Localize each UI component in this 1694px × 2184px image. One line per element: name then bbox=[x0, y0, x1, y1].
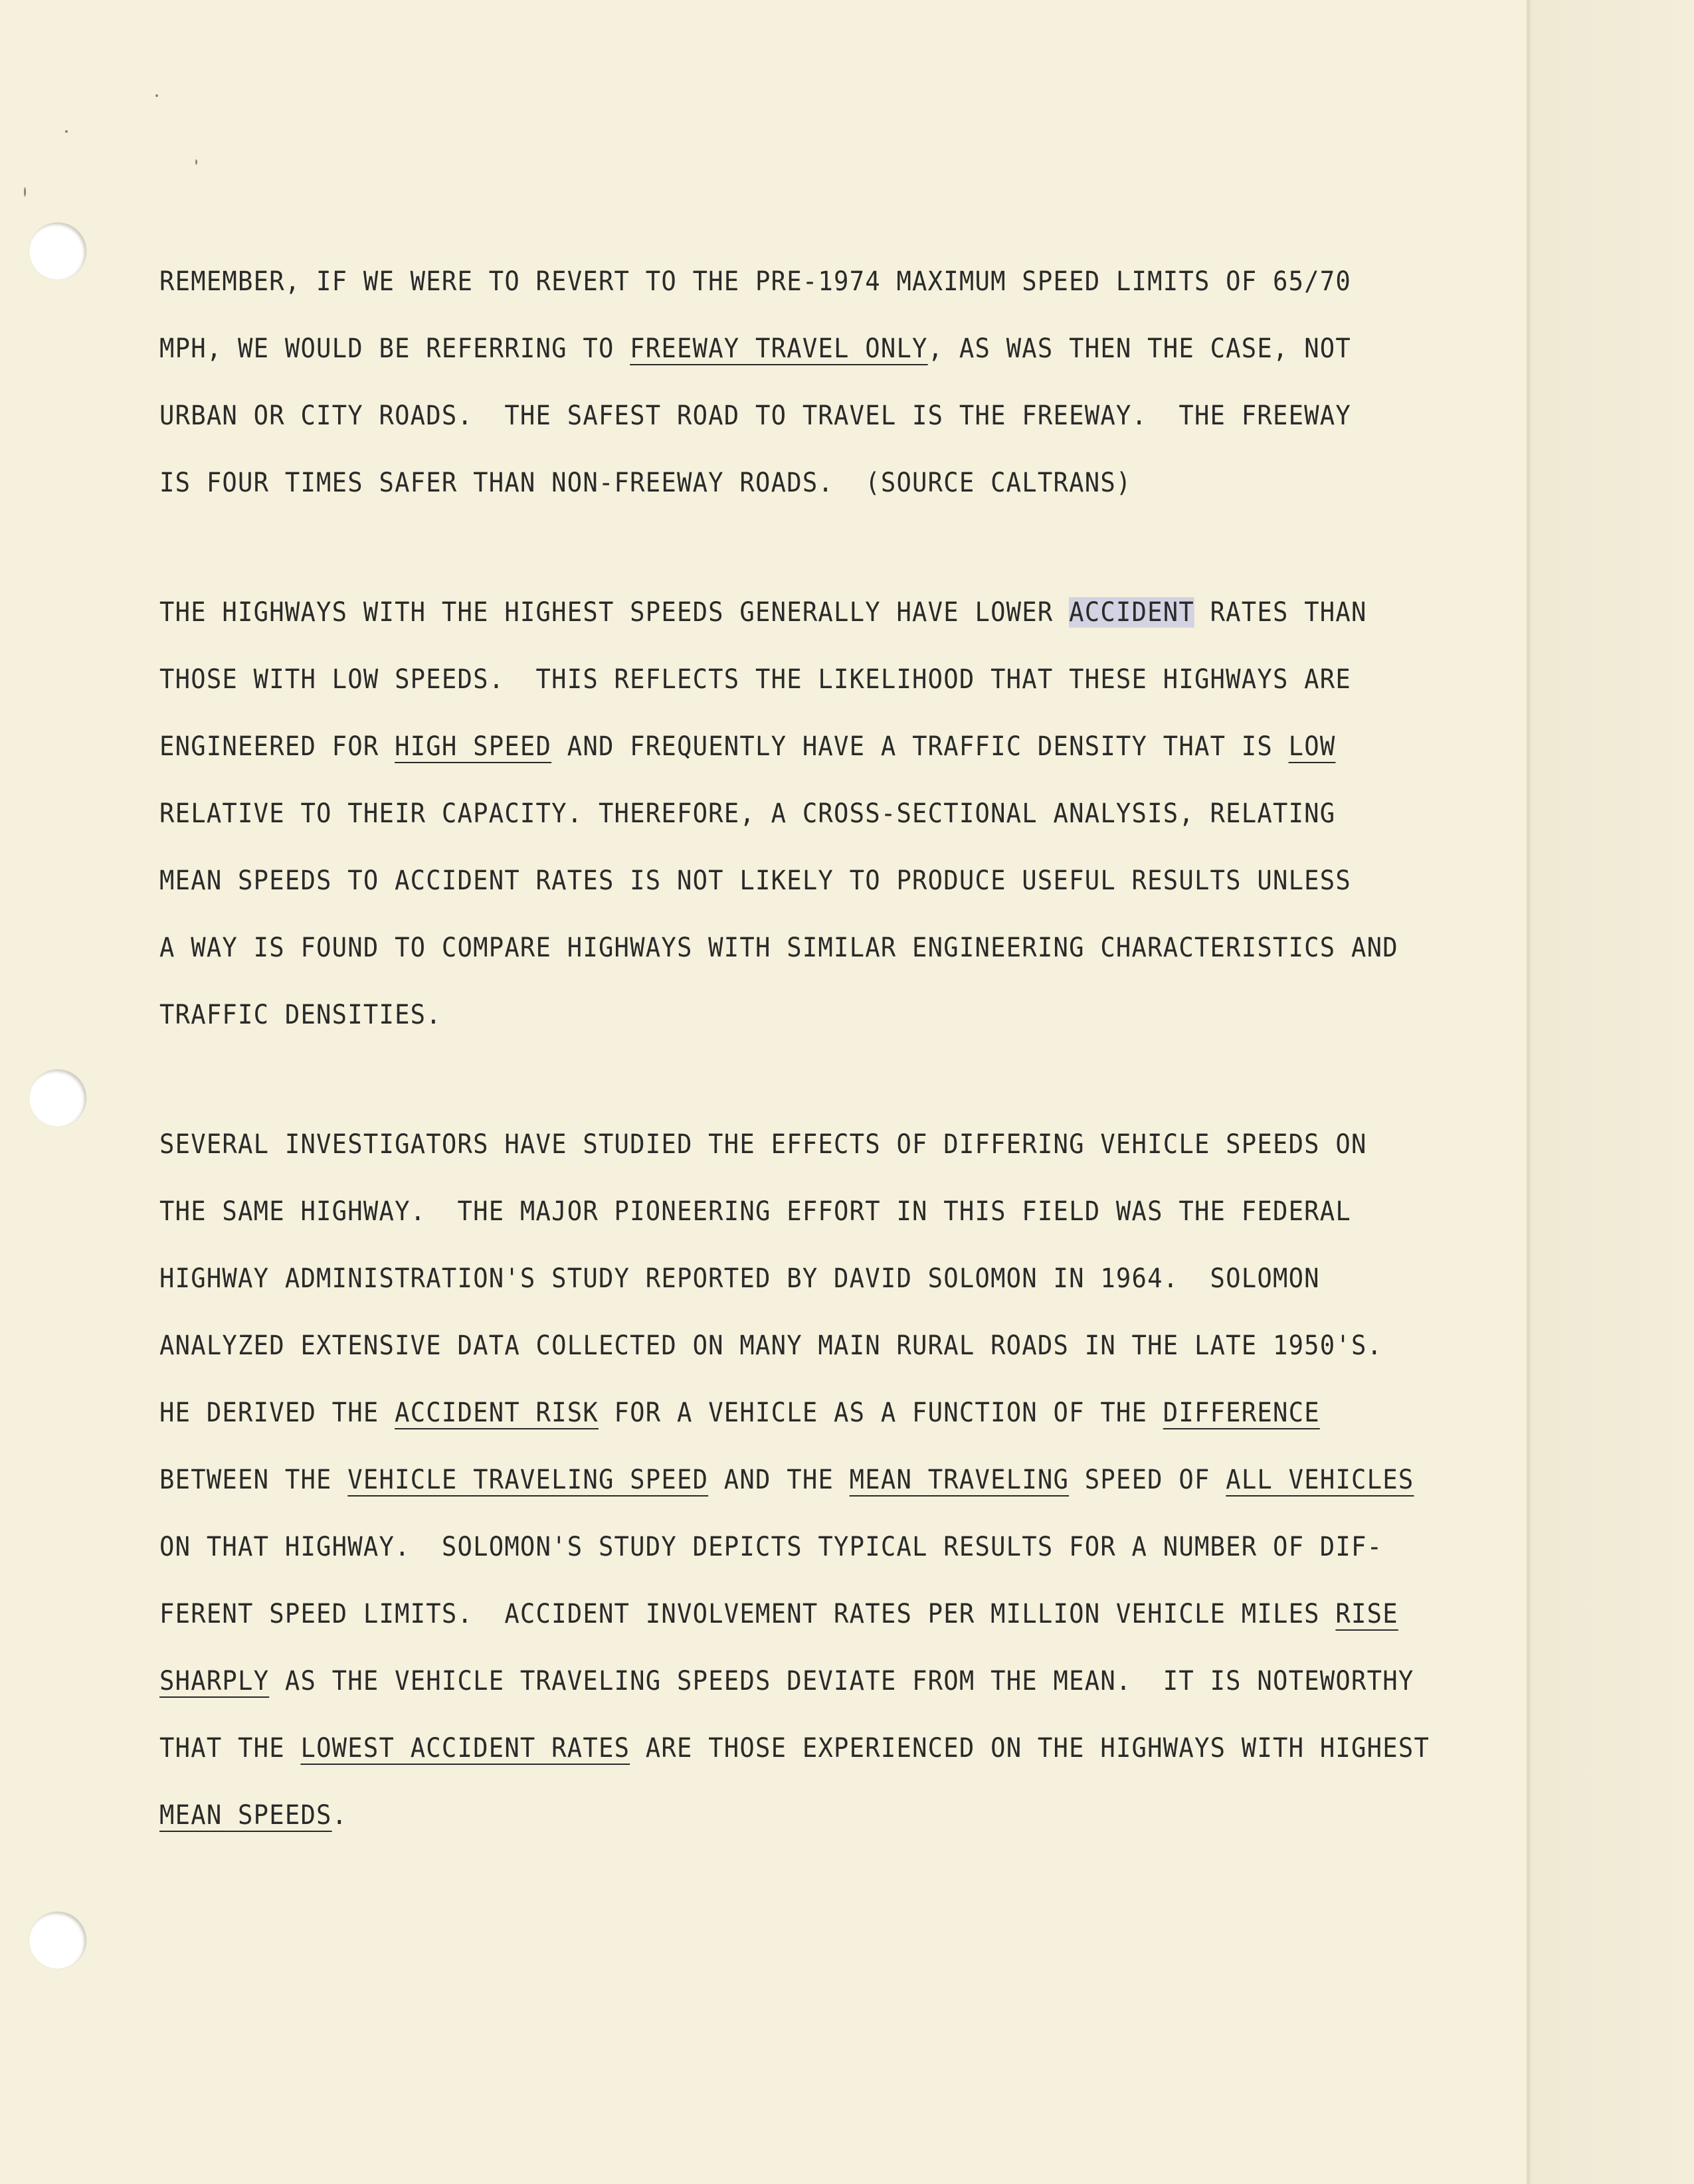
text-segment: THAT THE bbox=[159, 1733, 301, 1764]
text-line bbox=[159, 1715, 1430, 1782]
text-segment: REMEMBER, IF WE WERE TO REVERT TO THE PRE-1974 MAXIMUM SPEED LIMITS OF 65/70 bbox=[159, 266, 1352, 297]
punch-hole bbox=[29, 223, 86, 280]
text-segment: FERENT SPEED LIMITS. ACCIDENT INVOLVEMENT RATES PER MILLION VEHICLE MILES bbox=[159, 1599, 1336, 1629]
text-line bbox=[159, 1648, 1414, 1715]
paragraph-2 bbox=[159, 579, 1408, 1049]
text-line bbox=[159, 713, 1408, 780]
text-line bbox=[159, 383, 1408, 450]
paper-speck bbox=[195, 159, 197, 165]
punch-hole bbox=[29, 1069, 86, 1127]
text-line bbox=[159, 1581, 1408, 1648]
text-segment: ENGINEERED FOR bbox=[159, 731, 395, 762]
text-segment: AND THE bbox=[708, 1465, 850, 1495]
text-line bbox=[159, 1313, 1408, 1380]
text-line bbox=[159, 1514, 1408, 1581]
text-segment: AS THE VEHICLE TRAVELING SPEEDS DEVIATE FROM THE MEAN. IT IS NOTEWORTHY bbox=[269, 1666, 1414, 1696]
underlined-text: DIFFERENCE bbox=[1163, 1398, 1320, 1428]
text-line bbox=[159, 1178, 1408, 1245]
paper-speck bbox=[155, 94, 158, 97]
text-line bbox=[159, 780, 1408, 848]
text-line bbox=[159, 1245, 1408, 1313]
text-line bbox=[159, 1111, 1408, 1178]
underlined-text: FREEWAY TRAVEL ONLY bbox=[630, 333, 928, 364]
text-segment: THE HIGHWAYS WITH THE HIGHEST SPEEDS GENERALLY HAVE LOWER bbox=[159, 597, 1070, 628]
text-segment: HE DERIVED THE bbox=[159, 1398, 395, 1428]
text-line bbox=[159, 450, 1408, 517]
text-segment: MEAN SPEEDS TO ACCIDENT RATES IS NOT LIKELY TO PRODUCE USEFUL RESULTS UNLESS bbox=[159, 865, 1352, 896]
paragraph-1 bbox=[159, 248, 1408, 517]
text-line bbox=[159, 915, 1408, 982]
text-segment: A WAY IS FOUND TO COMPARE HIGHWAYS WITH SIMILAR ENGINEERING CHARACTERISTICS AND bbox=[159, 933, 1398, 963]
text-line bbox=[159, 316, 1408, 383]
underlined-text: ALL VEHICLES bbox=[1226, 1465, 1414, 1495]
paper-speck bbox=[24, 187, 26, 197]
underlined-text: MEAN TRAVELING bbox=[849, 1465, 1070, 1495]
text-segment: TRAFFIC DENSITIES. bbox=[159, 1000, 442, 1030]
text-segment: FOR A VEHICLE AS A FUNCTION OF THE bbox=[598, 1398, 1163, 1428]
text-segment: THE SAME HIGHWAY. THE MAJOR PIONEERING EFFORT IN THIS FIELD WAS THE FEDERAL bbox=[159, 1196, 1352, 1227]
text-line bbox=[159, 982, 1408, 1049]
text-line bbox=[159, 1447, 1414, 1514]
text-segment: SEVERAL INVESTIGATORS HAVE STUDIED THE EFFECTS OF DIFFERING VEHICLE SPEEDS ON bbox=[159, 1129, 1367, 1160]
underlined-text: RISE bbox=[1335, 1599, 1398, 1629]
text-line bbox=[159, 1782, 1408, 1849]
underlined-text: VEHICLE TRAVELING SPEED bbox=[347, 1465, 709, 1495]
text-segment: IS FOUR TIMES SAFER THAN NON-FREEWAY ROADS. (SOURCE CALTRANS) bbox=[159, 468, 1132, 498]
underlined-text: MEAN SPEEDS bbox=[159, 1800, 332, 1831]
text-segment: BETWEEN THE bbox=[159, 1465, 348, 1495]
text-segment: SPEED OF bbox=[1069, 1465, 1226, 1495]
text-segment: THOSE WITH LOW SPEEDS. THIS REFLECTS THE LIKELIHOOD THAT THESE HIGHWAYS ARE bbox=[159, 664, 1352, 695]
text-segment: RATES THAN bbox=[1194, 597, 1367, 628]
highlighted-text: ACCIDENT bbox=[1069, 597, 1194, 628]
underlined-text: SHARPLY bbox=[159, 1666, 270, 1696]
paper-speck bbox=[65, 130, 68, 133]
text-segment: RELATIVE TO THEIR CAPACITY. THEREFORE, A CROSS-SECTIONAL ANALYSIS, RELATING bbox=[159, 798, 1336, 829]
text-segment: MPH, WE WOULD BE REFERRING TO bbox=[159, 333, 630, 364]
text-segment: AND FREQUENTLY HAVE A TRAFFIC DENSITY THAT IS bbox=[551, 731, 1289, 762]
text-segment: ON THAT HIGHWAY. SOLOMON'S STUDY DEPICTS TYPICAL RESULTS FOR A NUMBER OF DIF- bbox=[159, 1532, 1383, 1562]
text-segment: HIGHWAY ADMINISTRATION'S STUDY REPORTED BY DAVID SOLOMON IN 1964. SOLOMON bbox=[159, 1263, 1320, 1294]
underlined-text: LOW bbox=[1288, 731, 1336, 762]
text-segment: ANALYZED EXTENSIVE DATA COLLECTED ON MANY MAIN RURAL ROADS IN THE LATE 1950'S. bbox=[159, 1330, 1383, 1361]
underlined-text: ACCIDENT RISK bbox=[395, 1398, 599, 1428]
underlined-text: LOWEST ACCIDENT RATES bbox=[300, 1733, 630, 1764]
underlined-text: HIGH SPEED bbox=[395, 731, 552, 762]
punch-hole bbox=[29, 1912, 86, 1969]
text-line bbox=[159, 1380, 1408, 1447]
paragraph-3 bbox=[159, 1111, 1430, 1849]
text-line bbox=[159, 848, 1408, 915]
text-line bbox=[159, 646, 1408, 713]
text-segment: ARE THOSE EXPERIENCED ON THE HIGHWAYS WITH HIGHEST bbox=[630, 1733, 1430, 1764]
page-edge bbox=[1528, 0, 1694, 2184]
text-segment: URBAN OR CITY ROADS. THE SAFEST ROAD TO TRAVEL IS THE FREEWAY. THE FREEWAY bbox=[159, 401, 1352, 431]
text-line bbox=[159, 248, 1408, 316]
text-segment: . bbox=[331, 1800, 348, 1831]
text-segment: , AS WAS THEN THE CASE, NOT bbox=[927, 333, 1352, 364]
text-line bbox=[159, 579, 1408, 646]
